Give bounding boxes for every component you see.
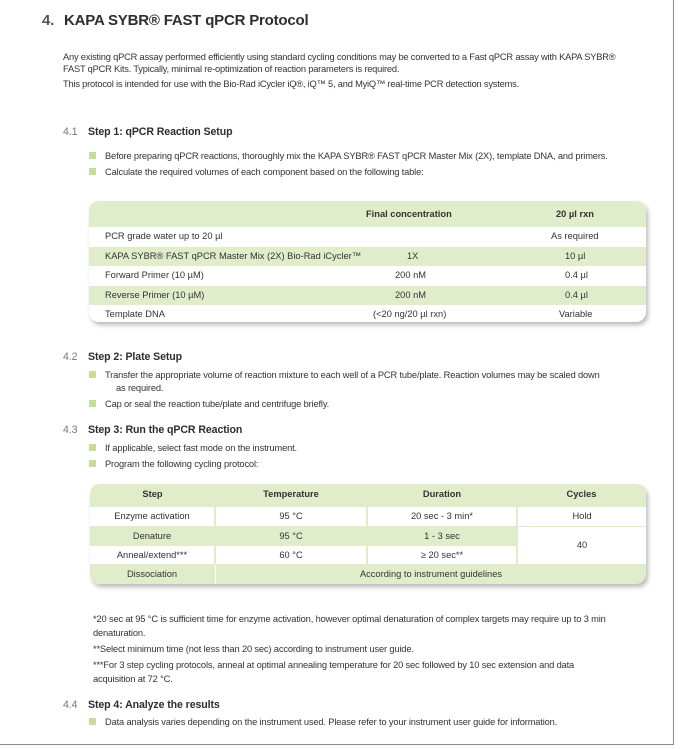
list-item: If applicable, select fast mode on the instrument. — [89, 442, 644, 455]
list-item: Calculate the required volumes of each component based on the following table: — [89, 166, 644, 179]
section-heading — [42, 12, 308, 29]
bullet-icon — [89, 400, 96, 407]
table-cell: 40 — [518, 527, 646, 564]
list-item: Cap or seal the reaction tube/plate and centrifuge briefly. — [89, 398, 644, 411]
footnote: ***For 3 step cycling protocols, anneal at optimal annealing temperature for 20 sec followed by 10 sec extension and data — [93, 660, 575, 670]
table-cell: Dissociation — [126, 569, 178, 579]
intro-line: Any existing qPCR assay performed efficiently using standard cycling conditions may be converted to a Fast qPCR assay with KAPA SYBR® — [63, 52, 616, 62]
intro-paragraph — [63, 50, 615, 92]
step2-heading — [63, 351, 182, 363]
table-cell: ≥ 20 sec** — [368, 546, 516, 564]
header-duration: Duration — [422, 489, 462, 499]
table-cell: 95 °C — [279, 531, 303, 541]
table-header — [89, 201, 646, 227]
table-row: Template DNA (<20 ng/20 µl rxn) Variable — [105, 309, 593, 319]
step3-number: 4.3 — [63, 424, 78, 436]
step1-heading — [63, 126, 232, 138]
step4-heading — [63, 699, 220, 711]
list-item: Transfer the appropriate volume of reaction mixture to each well of a PCR tube/plate. Reaction volumes may be scaled down as required. — [89, 369, 644, 395]
table-cell: 20 sec - 3 min* — [368, 507, 516, 526]
list-item: Before preparing qPCR reactions, thoroughly mix the KAPA SYBR® FAST qPCR Master Mix (2X), template DNA, and primers. — [89, 150, 644, 163]
bullet-icon — [89, 444, 96, 451]
step4-title: Step 4: Analyze the results — [88, 699, 220, 711]
section-number: 4. — [42, 12, 55, 29]
table-cell: 60 °C — [216, 546, 366, 564]
table-row: PCR grade water up to 20 µl As required — [105, 231, 599, 241]
header-step: Step — [142, 489, 163, 499]
table-row: Reverse Primer (10 µM) 200 nM 0.4 µl — [89, 286, 646, 306]
header-temperature: Temperature — [263, 489, 319, 499]
intro-line: FAST qPCR Kits. Typically, minimal re-optimization of reaction parameters is required. — [63, 63, 400, 74]
footnote: denaturation. — [93, 628, 146, 638]
section-title: KAPA SYBR® FAST qPCR Protocol — [64, 12, 309, 29]
table-cell: Anneal/extend*** — [90, 546, 214, 564]
footnote: **Select minimum time (not less than 20 sec) according to instrument user guide. — [93, 644, 414, 654]
table-cell: 95 °C — [216, 507, 366, 526]
footnotes — [93, 612, 645, 686]
bullet-icon — [89, 371, 96, 378]
bullet-icon — [89, 168, 96, 175]
header-cycles: Cycles — [566, 489, 597, 499]
reaction-setup-table — [89, 201, 646, 322]
intro-line: This protocol is intended for use with the Bio-Rad iCycler iQ®, iQ™ 5, and MyiQ™ real-time PCR detection systems. — [63, 79, 519, 89]
table-row: KAPA SYBR® FAST qPCR Master Mix (2X) Bio-Rad iCycler™ 1X 10 µl — [89, 247, 646, 267]
cycling-protocol-table — [90, 484, 646, 584]
table-row: Forward Primer (10 µM) 200 nM 0.4 µl — [105, 270, 588, 280]
bullet-icon — [89, 152, 96, 159]
step1-number: 4.1 — [63, 126, 78, 138]
step2-number: 4.2 — [63, 351, 78, 363]
step2-title: Step 2: Plate Setup — [88, 351, 183, 363]
table-cell: 1 - 3 sec — [424, 531, 460, 541]
bullet-icon — [89, 460, 96, 467]
footnote: *20 sec at 95 °C is sufficient time for enzyme activation, however optimal denaturation of complex targets may require up to 3 min — [93, 614, 606, 624]
list-item: Program the following cycling protocol: — [89, 458, 644, 471]
table-cell: Denature — [132, 531, 172, 541]
step3-title: Step 3: Run the qPCR Reaction — [88, 424, 243, 436]
footnote: acquisition at 72 °C. — [93, 674, 173, 684]
table-cell: Enzyme activation — [90, 507, 214, 526]
table-cell: Hold — [518, 507, 646, 526]
step1-title: Step 1: qPCR Reaction Setup — [88, 126, 233, 138]
header-volume: 20 µl rxn — [556, 209, 594, 219]
header-final-concentration: Final concentration — [366, 209, 452, 219]
step3-heading — [63, 424, 242, 436]
step4-number: 4.4 — [63, 699, 78, 711]
list-item: Data analysis varies depending on the instrument used. Please refer to your instrument user guide for information. — [89, 716, 644, 729]
table-cell: According to instrument guidelines — [359, 569, 503, 579]
bullet-icon — [89, 718, 96, 725]
